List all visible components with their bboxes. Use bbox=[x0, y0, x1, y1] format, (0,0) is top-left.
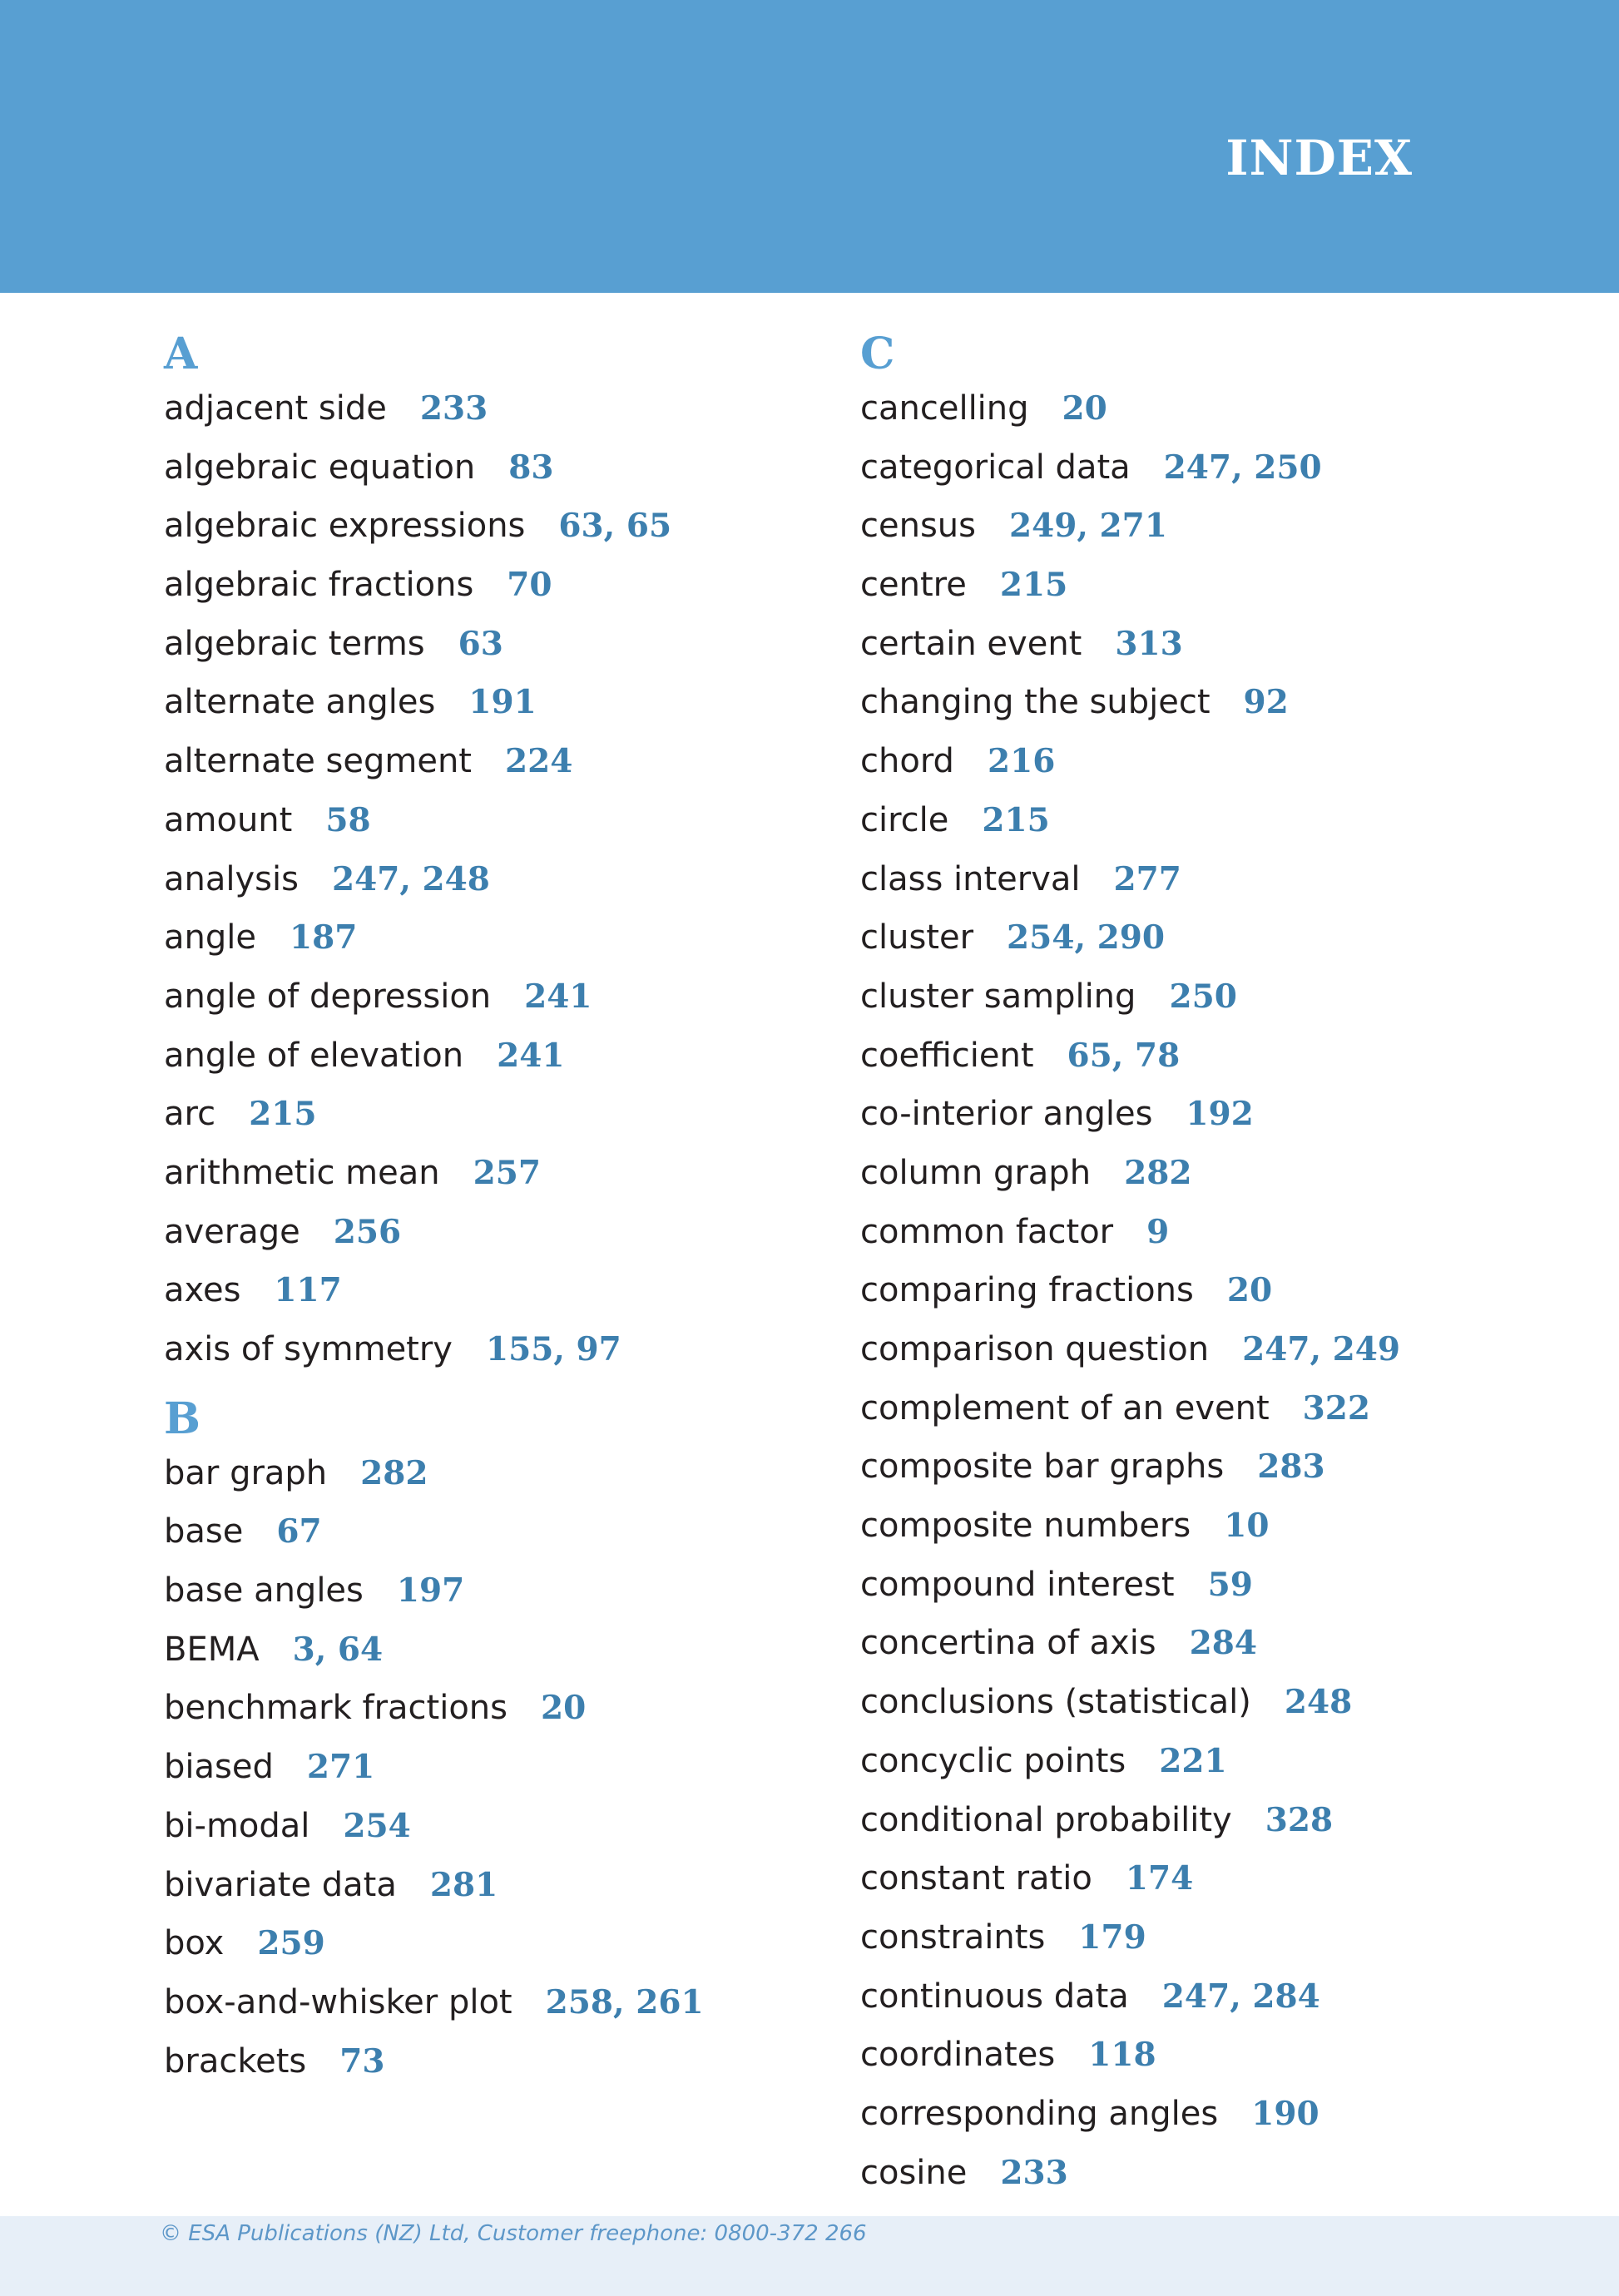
entry-term: axes bbox=[164, 1271, 241, 1310]
entry-pages: 174 bbox=[1125, 1859, 1194, 1898]
index-entry bbox=[164, 1203, 846, 1262]
entry-term: BEMA bbox=[164, 1630, 260, 1669]
index-entry bbox=[164, 497, 846, 556]
index-entry bbox=[860, 1732, 1542, 1791]
index-entry bbox=[860, 438, 1542, 497]
entry-pages: 233 bbox=[419, 389, 488, 428]
entry-term: algebraic expressions bbox=[164, 507, 526, 546]
entry-pages: 83 bbox=[508, 448, 554, 487]
entry-pages: 190 bbox=[1251, 2094, 1319, 2133]
entry-term: biased bbox=[164, 1748, 274, 1787]
index-entry bbox=[164, 908, 846, 967]
entry-pages: 197 bbox=[396, 1571, 465, 1611]
entry-pages: 59 bbox=[1207, 1565, 1253, 1604]
entry-term: algebraic fractions bbox=[164, 566, 474, 605]
entry-pages: 259 bbox=[257, 1924, 325, 1963]
index-entry bbox=[860, 850, 1542, 909]
entry-term: angle of depression bbox=[164, 977, 492, 1016]
entry-pages: 9 bbox=[1146, 1212, 1170, 1251]
entry-pages: 277 bbox=[1113, 859, 1181, 898]
entry-pages: 10 bbox=[1224, 1507, 1270, 1546]
entry-pages: 328 bbox=[1265, 1800, 1334, 1839]
copyright-text: © ESA Publications (NZ) Ltd, Customer freephone: 0800-372 266 bbox=[160, 2221, 867, 2246]
index-entry bbox=[164, 1914, 846, 1973]
entry-pages: 215 bbox=[249, 1095, 317, 1134]
index-entry bbox=[860, 379, 1542, 438]
index-entry bbox=[860, 1203, 1542, 1262]
entry-term: alternate segment bbox=[164, 742, 472, 781]
entry-pages: 92 bbox=[1243, 683, 1289, 722]
entry-pages: 67 bbox=[276, 1512, 322, 1551]
entry-term: axis of symmetry bbox=[164, 1330, 453, 1368]
index-entry bbox=[860, 615, 1542, 674]
entry-term: average bbox=[164, 1212, 300, 1251]
entry-pages: 20 bbox=[1062, 389, 1107, 428]
index-entry bbox=[164, 1444, 846, 1503]
entry-pages: 248 bbox=[1284, 1683, 1353, 1722]
index-entry bbox=[164, 850, 846, 909]
index-entry bbox=[860, 1614, 1542, 1673]
entry-pages: 3, 64 bbox=[292, 1630, 384, 1669]
entry-term: alternate angles bbox=[164, 683, 436, 722]
page-title: INDEX bbox=[1225, 130, 1413, 186]
index-section bbox=[860, 329, 1542, 2202]
index-entry bbox=[860, 2026, 1542, 2085]
entry-pages: 256 bbox=[333, 1212, 402, 1251]
footer bbox=[0, 2216, 1619, 2296]
index-entry bbox=[164, 438, 846, 497]
section-letter: C bbox=[860, 329, 895, 379]
index-entry bbox=[860, 791, 1542, 850]
index-entry bbox=[860, 908, 1542, 967]
entry-pages: 284 bbox=[1189, 1624, 1258, 1663]
entry-term: brackets bbox=[164, 2041, 307, 2081]
entry-term: chord bbox=[860, 742, 954, 781]
entry-pages: 254, 290 bbox=[1007, 918, 1166, 957]
index-entry bbox=[164, 1856, 846, 1915]
entry-term: arc bbox=[164, 1095, 216, 1134]
entry-term: changing the subject bbox=[860, 683, 1211, 722]
entry-term: census bbox=[860, 507, 976, 546]
entry-pages: 155, 97 bbox=[485, 1330, 621, 1368]
entry-term: concertina of axis bbox=[860, 1624, 1156, 1663]
index-entry bbox=[164, 1320, 846, 1379]
index-entry bbox=[164, 1621, 846, 1680]
index-entry bbox=[164, 732, 846, 791]
index-entry bbox=[164, 1027, 846, 1086]
entry-term: conditional probability bbox=[860, 1800, 1232, 1839]
entry-pages: 281 bbox=[429, 1865, 498, 1904]
entry-term: comparison question bbox=[860, 1330, 1210, 1368]
section-letter: B bbox=[164, 1393, 201, 1444]
entry-pages: 20 bbox=[1226, 1271, 1273, 1310]
entry-term: comparing fractions bbox=[860, 1271, 1194, 1310]
index-entry bbox=[164, 1144, 846, 1203]
index-entry bbox=[860, 1908, 1542, 1967]
entry-pages: 247, 248 bbox=[331, 859, 490, 898]
entry-pages: 70 bbox=[507, 566, 552, 605]
entry-pages: 221 bbox=[1159, 1741, 1227, 1780]
entry-term: bi-modal bbox=[164, 1806, 310, 1845]
entry-pages: 58 bbox=[325, 800, 371, 839]
index-section bbox=[164, 329, 846, 1379]
entry-pages: 258, 261 bbox=[545, 1982, 704, 2021]
entry-term: adjacent side bbox=[164, 389, 387, 428]
entry-pages: 241 bbox=[524, 977, 592, 1016]
entry-pages: 224 bbox=[504, 742, 573, 781]
entry-pages: 247, 250 bbox=[1163, 448, 1322, 487]
index-entry bbox=[164, 1738, 846, 1797]
entry-term: algebraic terms bbox=[164, 624, 425, 663]
entry-pages: 249, 271 bbox=[1008, 507, 1167, 546]
entry-term: concyclic points bbox=[860, 1741, 1126, 1780]
index-entry bbox=[164, 967, 846, 1027]
entry-pages: 117 bbox=[274, 1271, 342, 1310]
index-entry bbox=[164, 673, 846, 732]
index-entry bbox=[860, 1085, 1542, 1144]
entry-pages: 63, 65 bbox=[558, 507, 672, 546]
index-entry bbox=[164, 556, 846, 615]
index-entry bbox=[860, 1379, 1542, 1438]
entry-term: compound interest bbox=[860, 1565, 1175, 1604]
entry-pages: 63 bbox=[458, 624, 503, 663]
entry-pages: 282 bbox=[1124, 1153, 1192, 1192]
index-entry bbox=[164, 1502, 846, 1561]
index-column-left bbox=[164, 329, 846, 2105]
entry-pages: 215 bbox=[982, 800, 1050, 839]
entry-pages: 254 bbox=[343, 1806, 411, 1845]
index-entry bbox=[860, 732, 1542, 791]
entry-term: algebraic equation bbox=[164, 448, 476, 487]
entry-term: constant ratio bbox=[860, 1859, 1092, 1898]
entry-term: bivariate data bbox=[164, 1865, 397, 1904]
entry-term: composite bar graphs bbox=[860, 1447, 1225, 1487]
entry-pages: 179 bbox=[1078, 1917, 1146, 1957]
index-entry bbox=[860, 1261, 1542, 1320]
index-section bbox=[164, 1394, 846, 2091]
entry-term: corresponding angles bbox=[860, 2094, 1219, 2133]
entry-term: coordinates bbox=[860, 2036, 1056, 2075]
entry-term: box-and-whisker plot bbox=[164, 1982, 512, 2021]
entry-term: class interval bbox=[860, 859, 1081, 898]
entry-pages: 192 bbox=[1186, 1095, 1254, 1134]
entry-pages: 241 bbox=[497, 1036, 565, 1075]
entry-pages: 20 bbox=[541, 1689, 587, 1728]
index-entry bbox=[860, 1144, 1542, 1203]
entry-term: cluster sampling bbox=[860, 977, 1136, 1016]
entry-term: bar graph bbox=[164, 1453, 328, 1492]
entry-pages: 215 bbox=[999, 566, 1068, 605]
entry-pages: 233 bbox=[1000, 2153, 1068, 2192]
entry-term: benchmark fractions bbox=[164, 1689, 507, 1728]
index-entry bbox=[164, 379, 846, 438]
entry-pages: 250 bbox=[1169, 977, 1237, 1016]
entry-term: arithmetic mean bbox=[164, 1153, 440, 1192]
entry-term: angle bbox=[164, 918, 256, 957]
index-entry bbox=[860, 1556, 1542, 1615]
entry-pages: 322 bbox=[1302, 1388, 1371, 1428]
entry-pages: 65, 78 bbox=[1067, 1036, 1181, 1075]
entry-term: categorical data bbox=[860, 448, 1131, 487]
entry-term: base angles bbox=[164, 1571, 364, 1611]
index-entry bbox=[860, 1320, 1542, 1379]
entry-term: circle bbox=[860, 800, 949, 839]
entry-term: base bbox=[164, 1512, 244, 1551]
entry-term: centre bbox=[860, 566, 967, 605]
index-entry bbox=[164, 1561, 846, 1621]
index-column-right bbox=[860, 329, 1542, 2217]
entry-term: conclusions (statistical) bbox=[860, 1683, 1251, 1722]
entry-pages: 118 bbox=[1088, 2036, 1156, 2075]
entry-term: analysis bbox=[164, 859, 299, 898]
entry-term: box bbox=[164, 1924, 225, 1963]
entry-term: angle of elevation bbox=[164, 1036, 464, 1075]
index-entry bbox=[164, 1797, 846, 1856]
entry-term: composite numbers bbox=[860, 1507, 1191, 1546]
entry-term: coefficient bbox=[860, 1036, 1034, 1075]
entry-pages: 216 bbox=[987, 742, 1056, 781]
entry-term: certain event bbox=[860, 624, 1082, 663]
entry-term: continuous data bbox=[860, 1977, 1129, 2016]
entry-pages: 282 bbox=[360, 1453, 428, 1492]
section-letter: A bbox=[164, 329, 198, 379]
entry-pages: 73 bbox=[339, 2041, 385, 2081]
entry-term: cosine bbox=[860, 2153, 968, 2192]
index-entry bbox=[860, 1967, 1542, 2026]
index-entry bbox=[860, 1497, 1542, 1556]
index-entry bbox=[860, 967, 1542, 1027]
entry-term: column graph bbox=[860, 1153, 1092, 1192]
entry-pages: 313 bbox=[1115, 624, 1183, 663]
entry-pages: 187 bbox=[289, 918, 358, 957]
entry-pages: 283 bbox=[1257, 1447, 1325, 1487]
entry-pages: 191 bbox=[468, 683, 537, 722]
index-entry bbox=[860, 556, 1542, 615]
index-entry bbox=[164, 1679, 846, 1738]
index-entry bbox=[164, 2032, 846, 2091]
index-entry bbox=[860, 1027, 1542, 1086]
index-entry bbox=[860, 1791, 1542, 1850]
entry-term: constraints bbox=[860, 1917, 1046, 1957]
index-entry bbox=[164, 1973, 846, 2032]
entry-term: co-interior angles bbox=[860, 1095, 1153, 1134]
index-entry bbox=[860, 1849, 1542, 1908]
entry-pages: 247, 284 bbox=[1161, 1977, 1320, 2016]
index-entry bbox=[860, 2144, 1542, 2203]
entry-pages: 271 bbox=[306, 1748, 375, 1787]
index-entry bbox=[860, 673, 1542, 732]
index-entry bbox=[860, 497, 1542, 556]
index-entry bbox=[164, 791, 846, 850]
entry-term: amount bbox=[164, 800, 293, 839]
entry-pages: 257 bbox=[473, 1153, 542, 1192]
index-entry bbox=[860, 1437, 1542, 1497]
index-entry bbox=[860, 1673, 1542, 1732]
entry-pages: 247, 249 bbox=[1242, 1330, 1401, 1368]
index-entry bbox=[164, 1085, 846, 1144]
header-banner bbox=[0, 0, 1619, 293]
index-entry bbox=[164, 615, 846, 674]
entry-term: common factor bbox=[860, 1212, 1114, 1251]
entry-term: cancelling bbox=[860, 389, 1029, 428]
index-entry bbox=[164, 1261, 846, 1320]
entry-term: complement of an event bbox=[860, 1388, 1270, 1428]
entry-term: cluster bbox=[860, 918, 974, 957]
index-entry bbox=[860, 2085, 1542, 2144]
